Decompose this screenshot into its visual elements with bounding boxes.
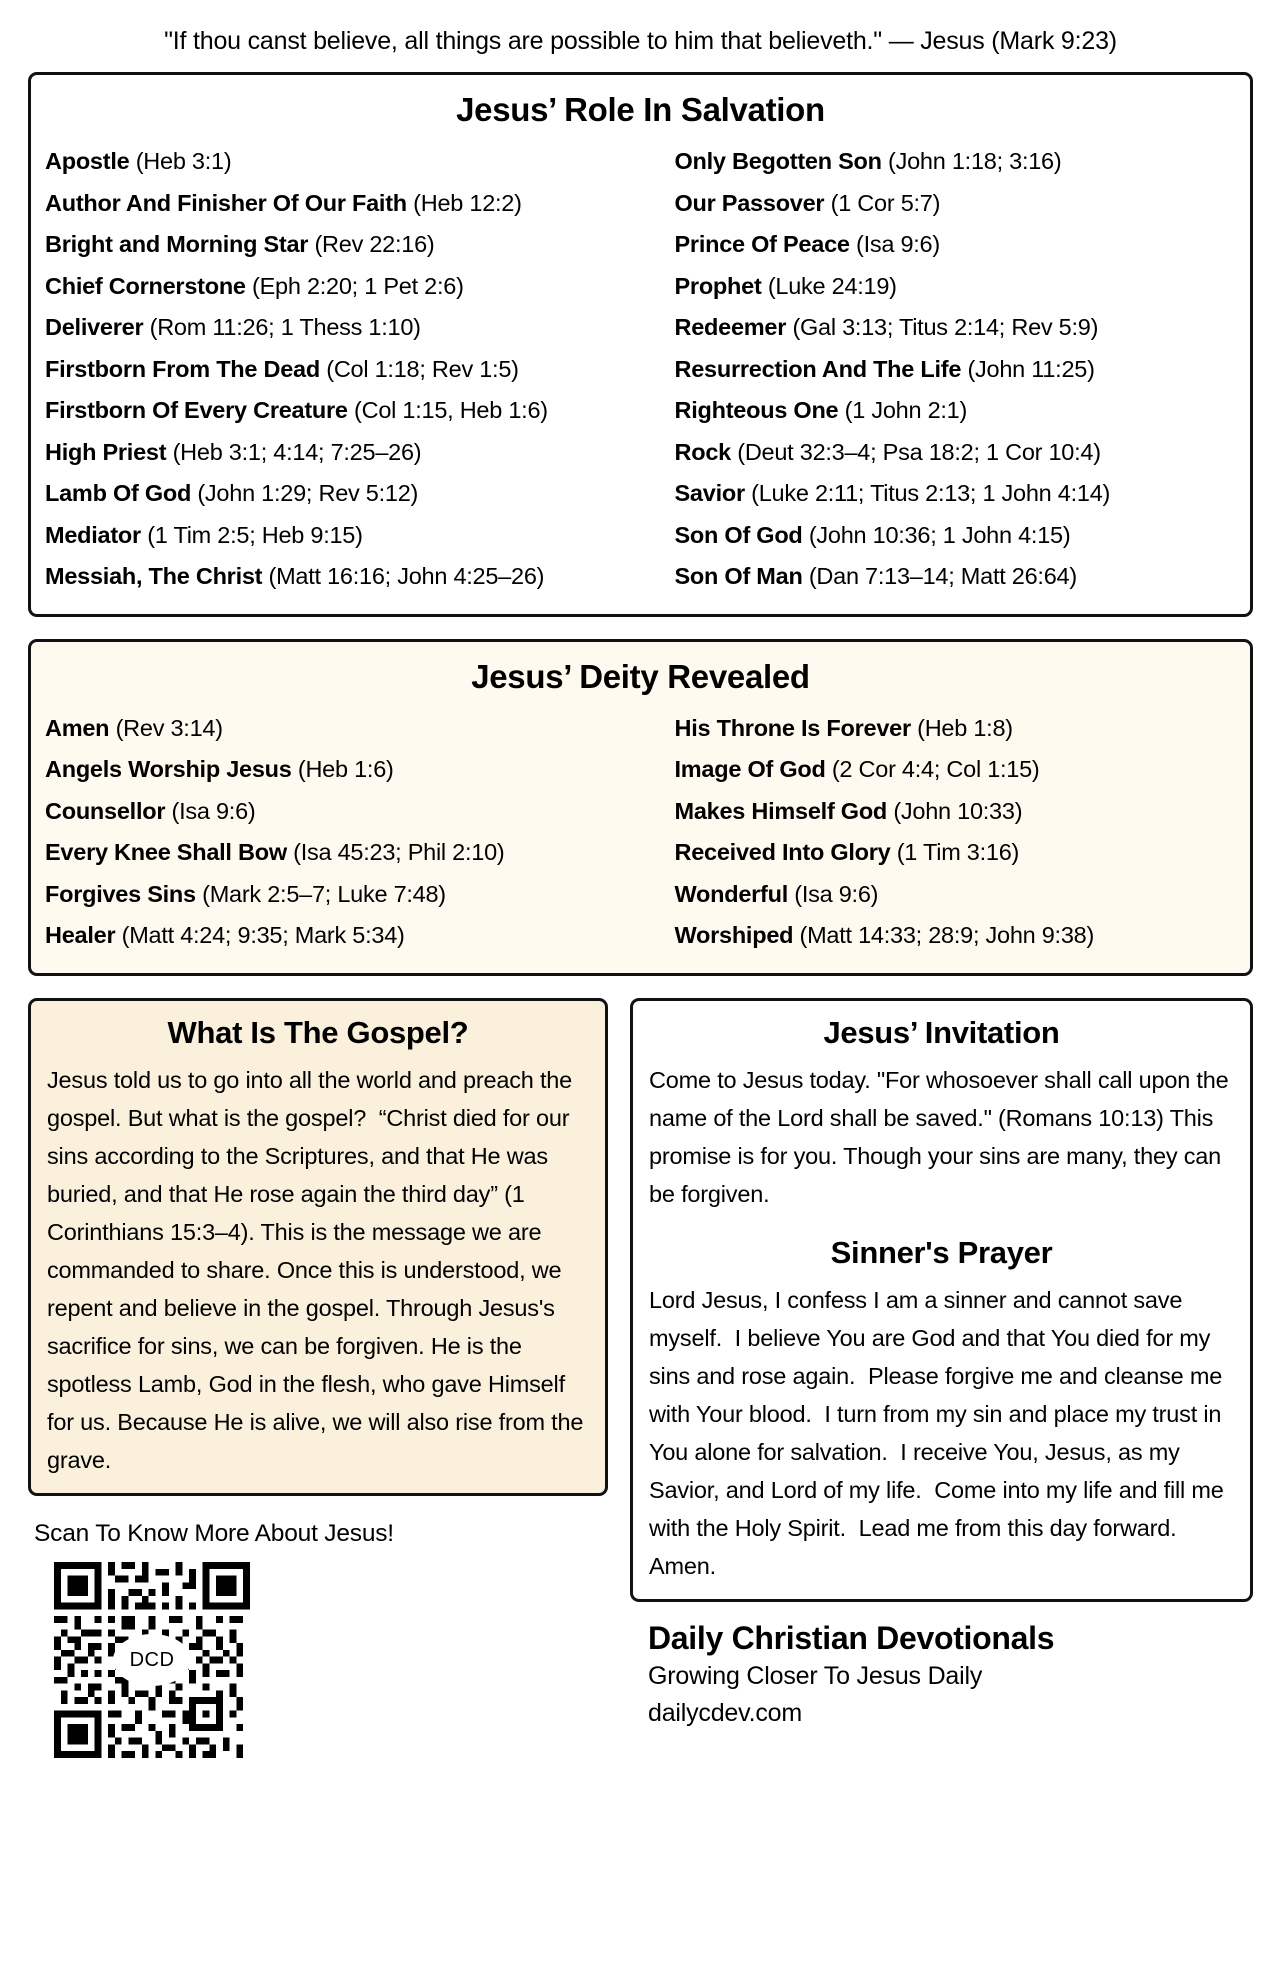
salvation-columns xyxy=(31,141,1250,598)
entry-ref: (Isa 9:6) xyxy=(794,880,879,907)
entry-name: Mediator xyxy=(45,521,141,548)
list-item xyxy=(675,390,1247,432)
list-item xyxy=(45,473,637,515)
bottom-right-column xyxy=(630,998,1253,1731)
entry-name: His Throne Is Forever xyxy=(674,714,911,741)
entry-name: Firstborn Of Every Creature xyxy=(45,397,348,423)
panel-what-is-the-gospel xyxy=(28,998,608,1497)
entry-ref: (Matt 14:33; 28:9; John 9:38) xyxy=(799,922,1095,948)
entry-ref: (1 Tim 3:16) xyxy=(896,839,1020,865)
entry-ref: (Col 1:15, Heb 1:6) xyxy=(354,397,548,423)
list-item xyxy=(675,432,1247,474)
entry-name: Every Knee Shall Bow xyxy=(45,839,287,865)
entry-name: Redeemer xyxy=(674,314,787,340)
entry-ref: (Isa 9:6) xyxy=(856,231,940,257)
entry-name: Only Begotten Son xyxy=(674,148,882,174)
list-item xyxy=(45,349,637,391)
entry-name: Makes Himself God xyxy=(674,797,888,824)
bottom-left-column xyxy=(28,998,608,1759)
list-item xyxy=(675,515,1247,557)
deity-columns xyxy=(31,708,1250,957)
entry-name: Son Of Man xyxy=(674,563,803,589)
list-item xyxy=(675,349,1247,391)
entry-ref: (Matt 16:16; John 4:25–26) xyxy=(268,563,545,589)
entry-ref: (1 Cor 5:7) xyxy=(830,189,941,216)
gospel-body-text: Jesus told us to go into all the world and preach the gospel. But what is the gospel? “Christ died for our sins according to the Scriptures, and that He was buried, and that He rose again the third day” (1 Corinthians 15:3–4). This is the message we are commanded to share. Once this is understood, we repent and believe in the gospel. Through Jesus's sacrifice for sins, we can be forgiven. He is the spotless Lamb, God in the flesh, who gave Himself for us. Because He is alive, we will also rise from the grave. xyxy=(47,1066,590,1474)
entry-ref: (Col 1:18; Rev 1:5) xyxy=(326,355,519,382)
entry-name: Angels Worship Jesus xyxy=(45,756,292,782)
entry-ref: (Isa 45:23; Phil 2:10) xyxy=(293,839,505,865)
entry-ref: (Matt 4:24; 9:35; Mark 5:34) xyxy=(121,922,405,948)
entry-ref: (Rev 22:16) xyxy=(314,231,435,257)
entry-name: High Priest xyxy=(45,438,167,465)
list-item xyxy=(675,749,1247,791)
entry-name: Counsellor xyxy=(45,797,166,824)
list-item xyxy=(675,224,1247,266)
entry-name: Resurrection And The Life xyxy=(674,355,962,382)
entry-ref: (John 11:25) xyxy=(967,355,1095,382)
entry-ref: (John 10:36; 1 John 4:15) xyxy=(808,521,1071,548)
list-item xyxy=(675,141,1247,183)
entry-name: Apostle xyxy=(45,148,130,174)
panel-jesus-invitation xyxy=(630,998,1253,1603)
list-item xyxy=(675,708,1247,750)
salvation-left-column xyxy=(31,141,641,598)
list-item xyxy=(45,556,637,598)
entry-ref: (Luke 2:11; Titus 2:13; 1 John 4:14) xyxy=(751,480,1111,506)
entry-ref: (1 John 2:1) xyxy=(844,397,968,423)
entry-name: Chief Cornerstone xyxy=(45,272,246,299)
list-item xyxy=(45,874,637,916)
list-item xyxy=(675,791,1247,833)
entry-ref: (Mark 2:5–7; Luke 7:48) xyxy=(202,880,446,907)
entry-ref: (John 10:33) xyxy=(893,797,1023,824)
entry-ref: (1 Tim 2:5; Heb 9:15) xyxy=(147,521,363,548)
list-item xyxy=(675,183,1247,225)
entry-ref: (Rom 11:26; 1 Thess 1:10) xyxy=(149,314,421,340)
list-item xyxy=(45,791,637,833)
list-item xyxy=(45,915,637,957)
entry-ref: (Heb 12:2) xyxy=(413,189,522,216)
entry-name: Worshiped xyxy=(674,922,794,948)
entry-ref: (Heb 3:1) xyxy=(135,148,232,174)
list-item xyxy=(45,224,637,266)
deity-right-column xyxy=(641,708,1251,957)
entry-ref: (Deut 32:3–4; Psa 18:2; 1 Cor 10:4) xyxy=(737,438,1101,465)
entry-name: Wonderful xyxy=(674,880,788,907)
brand-name: Daily Christian Devotionals xyxy=(648,1620,1055,1657)
panel-title-invitation: Jesus’ Invitation xyxy=(823,1014,1060,1050)
qr-code[interactable] xyxy=(54,1562,250,1758)
list-item xyxy=(45,749,637,791)
entry-name: Forgives Sins xyxy=(45,880,196,907)
entry-name: Deliverer xyxy=(45,314,144,340)
entry-ref: (Gal 3:13; Titus 2:14; Rev 5:9) xyxy=(792,314,1099,340)
entry-ref: (Heb 1:6) xyxy=(297,756,394,782)
entry-name: Image Of God xyxy=(674,756,826,782)
qr-center-label: DCD xyxy=(113,1634,191,1686)
entry-name: Messiah, The Christ xyxy=(45,563,263,589)
entry-ref: (Dan 7:13–14; Matt 26:64) xyxy=(808,563,1077,589)
list-item xyxy=(45,832,637,874)
bottom-row xyxy=(28,998,1253,1759)
panel-jesus-deity-revealed xyxy=(28,639,1253,976)
entry-name: Received Into Glory xyxy=(674,839,891,865)
entry-name: Prophet xyxy=(674,272,762,299)
list-item xyxy=(675,473,1247,515)
panel-title-deity: Jesus’ Deity Revealed xyxy=(471,657,810,695)
entry-ref: (2 Cor 4:4; Col 1:15) xyxy=(831,756,1040,782)
scan-label: Scan To Know More About Jesus! xyxy=(34,1520,394,1548)
salvation-right-column xyxy=(641,141,1251,598)
panel-title-salvation: Jesus’ Role In Salvation xyxy=(456,91,825,128)
brand-url[interactable]: dailycdev.com xyxy=(648,1698,802,1727)
sinners-prayer-text: Lord Jesus, I confess I am a sinner and cannot save myself. I believe You are God and that You died for my sins and rose again. Please forgive me and cleanse me with Your blood. I turn from my sin and place my trust in You alone for salvation. I receive You, Jesus, as my Savior, and Lord of my life. Come into my life and fill me with the Holy Spirit. Lead me from this day forward. Amen. xyxy=(649,1286,1230,1580)
entry-ref: (Eph 2:20; 1 Pet 2:6) xyxy=(252,272,464,299)
entry-name: Lamb Of God xyxy=(45,480,192,506)
entry-name: Rock xyxy=(674,438,731,465)
header-quote: "If thou canst believe, all things are possible to him that believeth." — Jesus (Mark 9:23) xyxy=(164,27,1117,55)
list-item xyxy=(45,307,637,349)
entry-name: Our Passover xyxy=(674,189,825,216)
entry-ref: (Heb 1:8) xyxy=(917,714,1013,741)
brand-tagline: Growing Closer To Jesus Daily xyxy=(648,1662,983,1691)
list-item xyxy=(675,307,1247,349)
entry-name: Bright and Morning Star xyxy=(45,231,309,257)
entry-name: Healer xyxy=(45,922,116,948)
entry-name: Savior xyxy=(674,480,745,506)
deity-left-column xyxy=(31,708,641,957)
entry-name: Amen xyxy=(45,714,110,741)
entry-ref: (John 1:18; 3:16) xyxy=(888,148,1062,174)
invitation-body-text: Come to Jesus today. "For whosoever shall call upon the name of the Lord shall be saved." (Romans 10:13) This promise is for you. Though your sins are many, they can be forgiven. xyxy=(649,1066,1235,1207)
entry-name: Firstborn From The Dead xyxy=(45,355,320,382)
entry-name: Author And Finisher Of Our Faith xyxy=(45,189,407,216)
entry-ref: (Heb 3:1; 4:14; 7:25–26) xyxy=(172,438,422,465)
entry-ref: (Luke 24:19) xyxy=(767,272,897,299)
entry-ref: (John 1:29; Rev 5:12) xyxy=(197,480,419,506)
list-item xyxy=(45,141,637,183)
panel-title-sinners-prayer: Sinner's Prayer xyxy=(830,1234,1053,1270)
list-item xyxy=(675,556,1247,598)
entry-name: Righteous One xyxy=(674,397,839,423)
panel-jesus-role-in-salvation xyxy=(28,72,1253,617)
list-item xyxy=(675,266,1247,308)
list-item xyxy=(45,432,637,474)
entry-name: Prince Of Peace xyxy=(674,231,850,257)
list-item xyxy=(45,183,637,225)
entry-ref: (Isa 9:6) xyxy=(171,797,256,824)
panel-title-gospel: What Is The Gospel? xyxy=(167,1014,469,1050)
list-item xyxy=(675,874,1247,916)
list-item xyxy=(45,708,637,750)
list-item xyxy=(675,832,1247,874)
list-item xyxy=(675,915,1247,957)
entry-ref: (Rev 3:14) xyxy=(115,714,223,741)
list-item xyxy=(45,515,637,557)
list-item xyxy=(45,266,637,308)
brand-footer xyxy=(630,1618,1253,1731)
list-item xyxy=(45,390,637,432)
entry-name: Son Of God xyxy=(674,521,803,548)
